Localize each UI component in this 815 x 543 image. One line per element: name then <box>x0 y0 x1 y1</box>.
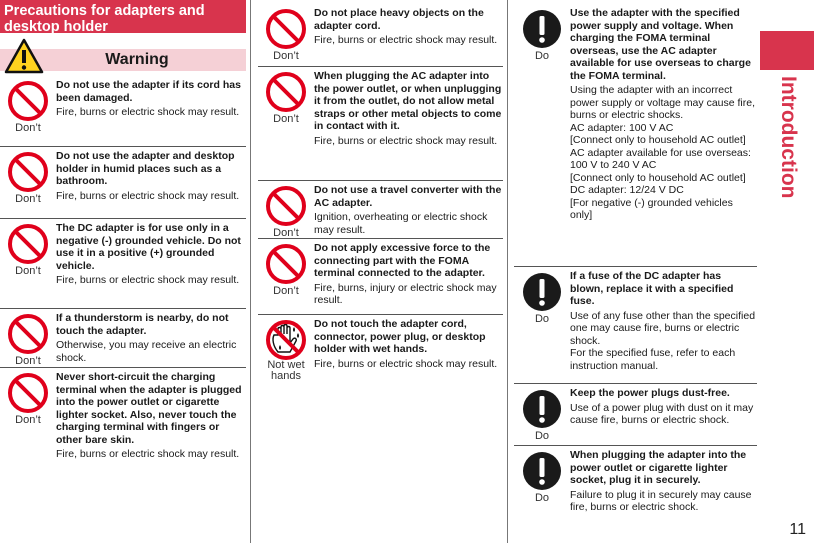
body-line: AC adapter available for use overseas: 100 V to 240 V AC <box>570 146 751 171</box>
column-1 <box>0 0 246 543</box>
item-icon-label: Don’t <box>15 355 41 367</box>
precaution-item <box>0 308 246 367</box>
item-body: Fire, burns or electric shock may result. <box>314 357 498 370</box>
body-line: DC adapter: 12/24 V DC <box>570 184 684 196</box>
item-heading: Do not use a travel converter with the AC adapter. <box>314 184 502 209</box>
item-heading: Never short-circuit the charging terminal when the adapter is plugged into the power outlet or cigarette lighter socket. Also, never touch the charging terminal with fingers or other bare skin. <box>56 371 242 446</box>
item-heading: If a thunderstorm is nearby, do not touch the adapter. <box>56 312 229 337</box>
body-line: [Connect only to household AC outlet] <box>570 171 746 184</box>
prohibition-icon <box>7 313 49 355</box>
item-heading: Do not use the adapter if its cord has been damaged. <box>56 79 241 104</box>
item-icon-label: Don’t <box>273 113 299 125</box>
prohibition-icon <box>7 372 49 414</box>
prohibition-icon <box>7 223 49 265</box>
item-icon-label: Don’t <box>15 122 41 134</box>
item-heading: Do not use the adapter and desktop holder in humid places such as a bathroom. <box>56 150 235 187</box>
precaution-item <box>0 76 246 146</box>
mandatory-action-icon <box>521 8 563 50</box>
prohibition-icon <box>265 185 307 227</box>
item-heading: When plugging the adapter into the power outlet or cigarette lighter socket, plug it in securely. <box>570 449 747 486</box>
prohibition-icon <box>7 80 49 122</box>
body-line: Failure to plug it in securely may cause fire, burns or electric shock. <box>570 488 752 513</box>
item-body <box>570 402 757 427</box>
item-icon-label: Don’t <box>15 193 41 205</box>
warning-triangle-icon <box>4 38 44 74</box>
item-body: Fire, burns or electric shock may result. <box>56 189 240 202</box>
item-icon-label: Do <box>534 313 550 325</box>
prohibition-icon <box>7 151 49 193</box>
no-wet-hands-icon <box>264 319 308 361</box>
column-2 <box>258 0 503 543</box>
body-line: Use of a power plug with dust on it may cause fire, burns or electric shock. <box>570 401 754 426</box>
mandatory-action-icon <box>521 271 563 313</box>
precaution-item <box>0 218 246 308</box>
item-icon-label: Don’t <box>273 50 299 62</box>
precaution-item <box>0 367 246 487</box>
body-line: [For negative (-) grounded vehicles only] <box>570 196 733 221</box>
precaution-item <box>258 314 503 404</box>
item-body: Fire, burns or electric shock may result. <box>314 134 498 147</box>
precaution-item <box>258 238 503 314</box>
item-icon-label: Not wet hands <box>267 359 305 382</box>
item-body: Otherwise, you may receive an electric shock. <box>56 339 237 364</box>
item-heading: Do not place heavy objects on the adapter cord. <box>314 7 484 32</box>
precaution-item <box>258 0 503 66</box>
prohibition-icon <box>265 243 307 285</box>
item-heading: Keep the power plugs dust-free. <box>570 387 730 399</box>
item-heading: When plugging the AC adapter into the power outlet, or when unplugging it from the outlet, do not allow metal straps or other metal objects to come in contact with it. <box>314 70 502 132</box>
warning-header <box>0 36 246 76</box>
item-body <box>570 310 757 373</box>
item-heading: The DC adapter is for use only in a negative (-) grounded vehicle. Do not use it in a positive (+) grounded vehicle. <box>56 222 241 272</box>
item-heading: Do not touch the adapter cord, connector, power plug, or desktop holder with wet hands. <box>314 318 486 355</box>
mandatory-action-icon <box>521 388 563 430</box>
body-line: Using the adapter with an incorrect power supply or voltage may cause fire, burns or electric shocks. <box>570 84 756 121</box>
item-body: Ignition, overheating or electric shock may result. <box>314 211 488 236</box>
item-body <box>570 84 757 222</box>
item-heading: Use the adapter with the specified power supply and voltage. When charging the FOMA terminal overseas, use the AC adapter available for use overseas to charge the FOMA terminal. <box>570 7 751 82</box>
chapter-tab <box>760 31 814 70</box>
body-line: [Connect only to household AC outlet] <box>570 134 746 146</box>
item-body: Fire, burns or electric shock may result. <box>56 448 240 460</box>
item-icon-label: Don’t <box>273 227 299 239</box>
precaution-item <box>514 445 757 540</box>
precaution-item <box>514 383 757 445</box>
precaution-item <box>514 0 757 266</box>
prohibition-icon <box>265 8 307 50</box>
warning-label: Warning <box>105 51 169 68</box>
item-body <box>570 489 757 514</box>
item-icon-label: Do <box>534 492 550 504</box>
column-3 <box>514 0 757 543</box>
column-divider-right <box>507 0 508 543</box>
mandatory-action-icon <box>521 450 563 492</box>
body-line: For the specified fuse, refer to each instruction manual. <box>570 347 736 372</box>
precaution-item <box>514 266 757 383</box>
item-body: Fire, burns or electric shock may result. <box>56 106 240 118</box>
precaution-item <box>0 146 246 218</box>
body-line: AC adapter: 100 V AC <box>570 121 674 134</box>
chapter-tab-label: Introduction <box>777 76 800 199</box>
item-icon-label: Do <box>534 430 550 442</box>
precaution-item <box>258 66 503 180</box>
item-body: Fire, burns, injury or electric shock may result. <box>314 281 497 306</box>
item-heading: Do not apply excessive force to the connecting part with the FOMA terminal connected to the adapter. <box>314 242 491 279</box>
item-body: Fire, burns or electric shock may result. <box>56 274 240 286</box>
section-title: Precautions for adapters and desktop holder <box>0 0 246 33</box>
item-icon-label: Don’t <box>273 285 299 297</box>
item-heading: If a fuse of the DC adapter has blown, replace it with a specified fuse. <box>570 270 734 307</box>
item-icon-label: Don’t <box>15 414 41 426</box>
precaution-item <box>258 180 503 238</box>
body-line: Use of any fuse other than the specified one may cause fire, burns or electric shock. <box>570 309 756 347</box>
page-number: 11 <box>789 521 806 538</box>
prohibition-icon <box>265 71 307 113</box>
item-icon-label: Do <box>534 50 550 62</box>
item-body: Fire, burns or electric shock may result. <box>314 34 498 46</box>
item-icon-label: Don’t <box>15 265 41 277</box>
column-divider-left <box>250 0 251 543</box>
